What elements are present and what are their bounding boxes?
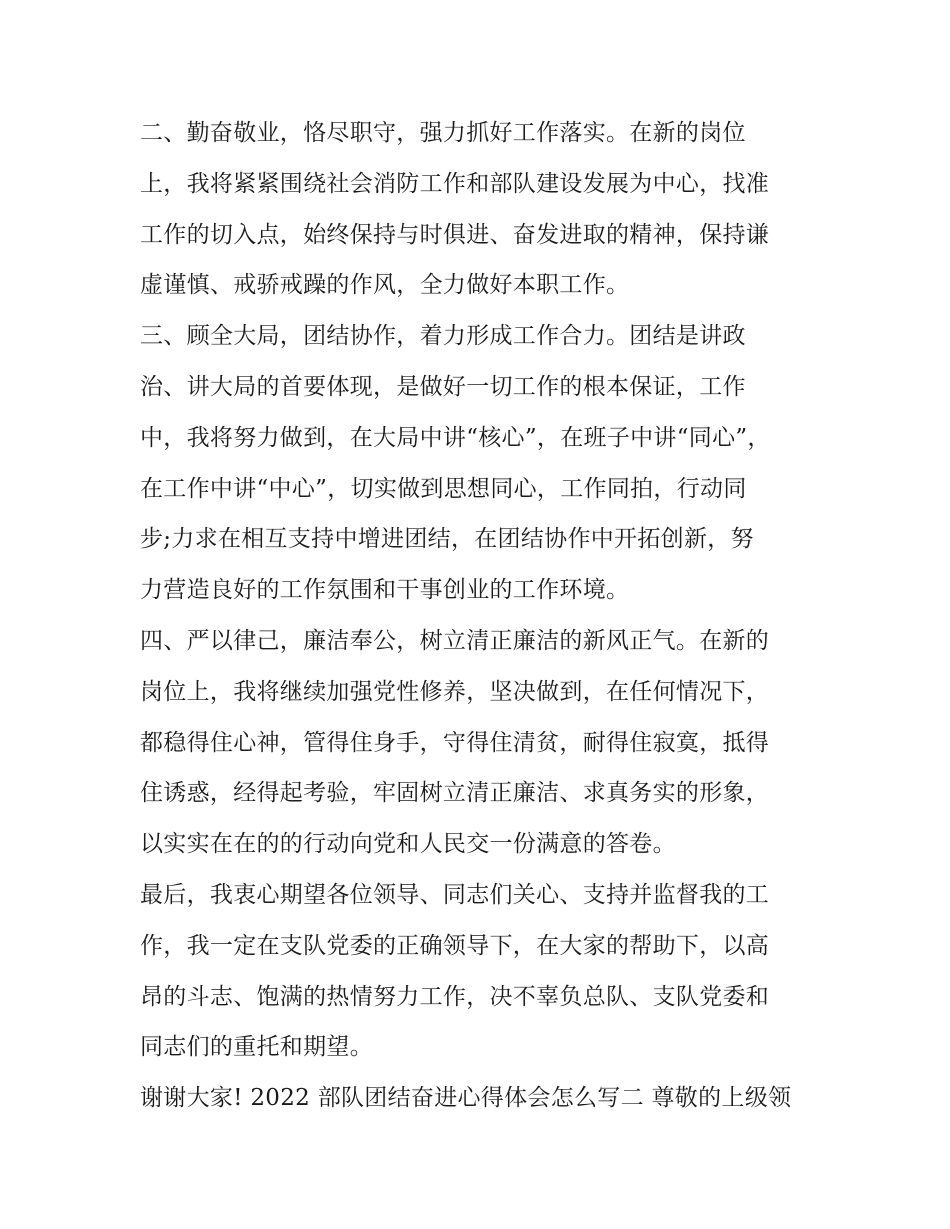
text-line: 昂的斗志、饱满的热情努力工作，决不辜负总队、支队党委和	[140, 983, 770, 1010]
text-line: 步;力求在相互支持中增进团结，在团结协作中开拓创新，努	[140, 526, 754, 553]
text-line: 岗位上，我将继续加强党性修养，坚决做到，在任何情况下，	[140, 678, 770, 705]
text-line: 谢谢大家! 2022 部队团结奋进心得体会怎么写二 尊敬的上级领	[140, 1085, 792, 1112]
text-line: 三、顾全大局，团结协作，着力形成工作合力。团结是讲政	[140, 323, 746, 350]
text-line: 工作的切入点，始终保持与时俱进、奋发进取的精神，保持谦	[140, 221, 770, 248]
text-line: 住诱惑，经得起考验，牢固树立清正廉洁、求真务实的形象，	[140, 780, 770, 807]
text-line: 治、讲大局的首要体现，是做好一切工作的根本保证，工作	[140, 373, 746, 400]
text-line: 力营造良好的工作氛围和干事创业的工作环境。	[140, 577, 630, 604]
text-line: 以实实在在的的行动向党和人民交一份满意的答卷。	[140, 831, 676, 858]
text-line: 二、勤奋敬业，恪尽职守，强力抓好工作落实。在新的岗位	[140, 120, 746, 146]
text-line: 中，我将努力做到，在大局中讲“核心”，在班子中讲“同心”，	[140, 424, 771, 451]
text-line: 都稳得住心神，管得住身手，守得住清贫，耐得住寂寞，抵得	[140, 729, 770, 756]
text-line: 在工作中讲“中心”，切实做到思想同心，工作同拍，行动同	[140, 475, 747, 502]
text-line: 上，我将紧紧围绕社会消防工作和部队建设发展为中心，找准	[140, 170, 770, 197]
text-line: 作，我一定在支队党委的正确领导下，在大家的帮助下，以高	[140, 932, 770, 959]
document-body	[140, 108, 820, 1124]
text-line: 虚谨慎、戒骄戒躁的作风，全力做好本职工作。	[140, 272, 630, 299]
text-line: 四、严以律己，廉洁奉公，树立清正廉洁的新风正气。在新的	[140, 627, 770, 654]
text-line: 最后，我衷心期望各位领导、同志们关心、支持并监督我的工	[140, 881, 770, 908]
text-line: 同志们的重托和期望。	[140, 1034, 373, 1061]
